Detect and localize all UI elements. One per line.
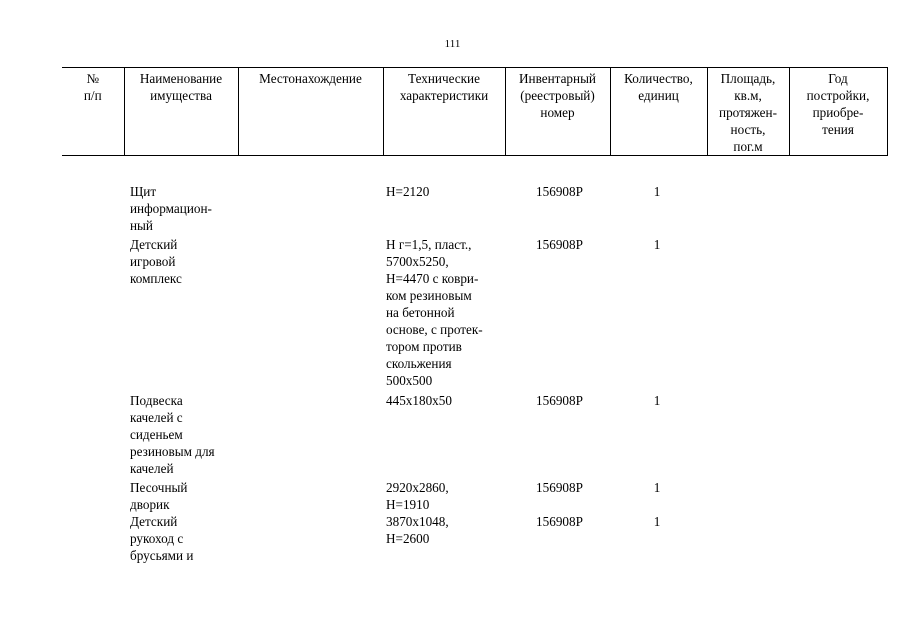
row-tech-cell: 2920х2860, Н=1910: [386, 480, 449, 512]
column-header-location: Местонахождение: [238, 68, 383, 156]
row-tech-cell: Н=2120: [386, 184, 430, 199]
column-header-number: № п/п: [62, 68, 124, 156]
column-header-year: Год постройки, приобре- тения: [789, 68, 887, 156]
row-quantity-cell: 1: [653, 237, 661, 252]
row-inventory-cell: 156908Р: [536, 480, 583, 495]
property-table-body: [0, 183, 905, 564]
row-inventory-cell: 156908Р: [536, 393, 583, 408]
table-row: [0, 392, 905, 479]
column-header-inventory: Инвентарный (реестровый) номер: [505, 68, 610, 156]
row-quantity-cell: 1: [653, 393, 661, 408]
table-row: [0, 513, 905, 564]
row-name-cell: Детский игровой комплекс: [130, 237, 182, 286]
row-quantity-cell: 1: [653, 480, 661, 495]
row-name-cell: Детский рукоход с брусьями и: [130, 514, 194, 563]
column-header-area: Площадь, кв.м, протяжен- ность, пог.м: [707, 68, 789, 156]
row-name-cell: Песочный дворик: [130, 480, 188, 512]
page-number: 111: [444, 38, 461, 50]
row-quantity-cell: 1: [653, 514, 661, 529]
column-header-name: Наименование имущества: [124, 68, 238, 156]
row-inventory-cell: 156908Р: [536, 184, 583, 199]
row-tech-cell: 445х180х50: [386, 393, 452, 408]
row-tech-cell: 3870х1048, Н=2600: [386, 514, 449, 546]
row-inventory-cell: 156908Р: [536, 237, 583, 252]
row-name-cell: Щит информацион- ный: [130, 184, 212, 233]
row-inventory-cell: 156908Р: [536, 514, 583, 529]
row-tech-cell: Н г=1,5, пласт., 5700х5250, Н=4470 с коври- ком резиновым на бетонной основе, с протек- тором против скольжения 500х500: [386, 237, 483, 388]
column-header-quantity: Количество, единиц: [610, 68, 707, 156]
row-name-cell: Подвеска качелей с сиденьем резиновым для качелей: [130, 393, 215, 476]
row-quantity-cell: 1: [653, 184, 661, 199]
table-row: [0, 183, 905, 236]
column-header-technical: Технические характеристики: [383, 68, 505, 156]
table-row: [0, 479, 905, 513]
property-table-header: [62, 67, 888, 156]
table-row: [0, 236, 905, 392]
